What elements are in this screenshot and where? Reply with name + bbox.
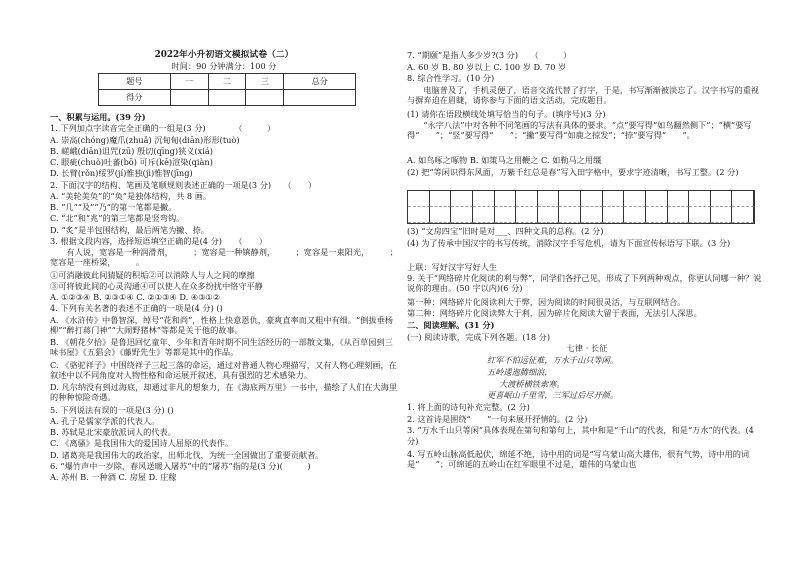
exam-time: 时间：90 分钟满分：100 分	[171, 61, 277, 71]
question-line: B. 《朝花夕拾》是鲁迅回忆童年、少年和青年时期不同生活经历的一部散文集，《从百草园到三味书屋》《五猖会》《藤野先生》等都是其中的作品。	[50, 337, 393, 358]
tianzige-cell[interactable]	[603, 191, 625, 207]
question-line: D. 诸葛亮是我国伟大的政治家，出师北伐，为统一全国做出了重要贡献者。	[50, 449, 324, 460]
question-line: A. ①②③④ B. ②③①④ C. ②①③④ D. ④③①②	[50, 292, 221, 302]
question-line: C. 《骆驼祥子》中围绕祥子三起三落的命运，通过对普通人物心理描写，又有人物心理刻画，在叙述中以不同角度对人物性格和命运展开叙述，具有强烈的艺术感染力。	[50, 359, 397, 380]
score-row-label: 得分	[99, 90, 171, 106]
question-line: 第一种：网络碎片化阅读利大于弊，因为阅读的时间很灵活，与互联网结合。	[407, 296, 686, 307]
question-line: 2. 下面汉字的结构、笔画及笔顺规则表述正确的一项是(3 分) （ ）	[50, 179, 317, 190]
question-line: D. “炙”是半包围结构，最后两笔为撇、捺。	[50, 224, 210, 235]
question-line: 电脑普及了，手机灵便了，语音交流代替了打字，于是，书写渐渐被淡忘了。汉字书写的重视与摒弃迫在眉睫，请你参与下面的语文活动，完成题目。	[407, 85, 760, 106]
question-line: 7. “期颐”是指人多少岁?(3 分) （ ）	[407, 50, 572, 60]
tianzige-cell[interactable]	[624, 207, 646, 223]
question-line: A. 《水浒传》中鲁智深，绰号“花和尚”，性格上快意恩仇，豪爽直率而又粗中有细。“倒拔垂杨柳”“醉打蒋门神”“大闹野猪林”等都是关于他的故事。	[50, 314, 393, 335]
tianzige-cell[interactable]	[732, 207, 754, 223]
question-line: 8. 综合性学习。(10 分)	[407, 73, 495, 84]
question-line: C. “北”和“兆”的第三笔都是竖弯钩。	[50, 213, 185, 224]
question-line: 2. 这首诗是围绕“ ”一句来展开抒情的。(2 分)	[407, 413, 588, 424]
tianzige-cell[interactable]	[732, 191, 754, 207]
tianzige-cell[interactable]	[516, 191, 538, 207]
question-line: 七律 · 长征	[566, 343, 608, 354]
poem-line: 红军不怕远征难，万水千山只等闲。	[487, 355, 619, 366]
tianzige-cell[interactable]	[430, 207, 452, 223]
score-input-cell[interactable]	[170, 90, 208, 106]
tianzige-cell[interactable]	[711, 207, 733, 223]
question-line: (2) 把“等闲识得东风面，万紫千红总是春”写入田字格中，要求字迹清晰，书写工整。(2 分)	[407, 167, 739, 177]
question-line: 3. “万水千山只等闲”具体表现在第句和第句上，其中和是“千山”的代表，和是“万水”的代表。(4 分)	[407, 425, 754, 446]
question-line: A. 60 岁 B. 80 岁以上 C. 100 岁 D. 70 岁	[407, 61, 567, 72]
question-line: (4) 为了传承中国汉字的书写传统，消除汉字手写危机，请为下面宣传标语写下联。(3 分)	[407, 238, 731, 249]
section-heading: 二、阅读理解。(31 分)	[407, 320, 495, 330]
question-line: ③可将彼此间的心灵沟通④可以使人在众多纷扰中恪守平静	[50, 280, 263, 291]
score-table-score-row	[99, 90, 356, 106]
score-input-cell[interactable]	[284, 90, 356, 106]
question-line: (3) “文房四宝”旧时是对___、四种文具的总称。(2 分)	[407, 226, 604, 237]
poem-line: 五岭逶迤腾细浪，	[487, 366, 553, 377]
score-header-cell: 一	[170, 74, 208, 90]
question-line: A. “美轮美奂”的“奂”是独体结构，共 8 画。	[50, 190, 212, 201]
tianzige-cell[interactable]	[430, 191, 452, 207]
question-line: 3. 根据文段内容，选择短语填空正确的是(4 分) （ ）	[50, 235, 268, 246]
score-input-cell[interactable]	[246, 90, 284, 106]
tianzige-cell[interactable]	[668, 207, 690, 223]
question-line: D. 凡尔纳没有到过海底，却通过非凡的想象力，在《海底两万里》一书中，描绘了人们在大海里的种种惊险奇遇。	[50, 382, 398, 403]
question-line: B. “几”“及”“乃”的第一笔都是撇。	[50, 202, 177, 212]
tianzige-cell[interactable]	[689, 191, 711, 207]
question-line: B. 苏轼是北宋豪放派词人的代表。	[50, 427, 176, 437]
question-line: A. 苏州 B. 一种酒 C. 房屋 D. 庄稼	[50, 472, 177, 482]
tianzige-cell[interactable]	[711, 191, 733, 207]
score-header-cell: 题号	[99, 74, 171, 90]
question-line: 上联：写好汉字写好人生	[407, 261, 498, 272]
question-line: 1. 将上面的诗句补充完整。(2 分)	[407, 401, 530, 412]
question-line: D. 长臂(rǒn)绥罗(jí)惟独(jì)惟智(jīng)	[50, 168, 193, 179]
question-line: 1. 下列加点字读音完全正确的一组是(3 分) （ ）	[50, 123, 276, 134]
tianzige-cell[interactable]	[646, 191, 668, 207]
question-line: 9. 关于“网络碎片化阅读的利与弊”，同学们各抒己见，形成了下列两种观点，你更认同哪一种？说说你的理由。(50 字以内)(6 分)	[407, 273, 762, 294]
left-column	[50, 0, 398, 562]
question-line: ①可消融彼此间猜疑的积垢②可以消除人与人之间的摩擦	[50, 269, 255, 280]
question-line: “永字八法”中对各种不同笔画的写法有具体的要求。“点”要写得“如鸟翻然侧下”；“横”要写得“ ”；“竖”要写得“ ”；“撇”要写得“如鹿之掠发”；“捺”要写得“ ”。	[407, 120, 752, 141]
tianzige-cell[interactable]	[451, 207, 473, 223]
tianzige-cell[interactable]	[473, 207, 495, 223]
tianzige-cell[interactable]	[516, 207, 538, 223]
question-line: B. 嵯峨(diān)诅咒(zū) 殷切(qīng)狭义(xiá)	[50, 145, 213, 156]
score-header-cell: 总分	[284, 74, 356, 90]
question-line: A. 如鸟啄之啄物 B. 如策马之用鞭之 C. 如勒马之用缰	[407, 155, 602, 166]
question-line: (1) 请你在语段横线处填写恰当的句子。(填序号)(3 分)	[407, 108, 606, 119]
tianzige-cell[interactable]	[538, 191, 560, 207]
score-input-cell[interactable]	[208, 90, 246, 106]
tianzige-writing-grid[interactable]	[407, 190, 755, 224]
tianzige-cell[interactable]	[408, 207, 430, 223]
right-column	[407, 0, 767, 562]
tianzige-cell[interactable]	[538, 207, 560, 223]
question-line: 6. “爆竹声中一岁除，春风送暖入屠苏”中的“屠苏”指的是(3 分)( )	[50, 460, 311, 471]
tianzige-cell[interactable]	[624, 191, 646, 207]
question-line: (一) 阅读诗歌，完成下列各题。(18 分)	[407, 331, 551, 342]
tianzige-cell[interactable]	[495, 191, 517, 207]
tianzige-cell[interactable]	[559, 207, 581, 223]
question-line: 5. 下列说法有误的一项是(3 分) ()	[50, 404, 174, 415]
poem-line: 大渡桥横铁索寒。	[499, 378, 565, 389]
score-table-header-row	[99, 74, 356, 90]
tianzige-cell[interactable]	[408, 191, 430, 207]
tianzige-cell[interactable]	[646, 207, 668, 223]
tianzige-cell[interactable]	[559, 191, 581, 207]
question-line: 有人说，宽容是一种润滑剂， ；宽容是一种镇静剂， ；宽容是一束阳光， ；宽容是一座桥梁， 。	[50, 247, 398, 268]
poem-line: 更喜岷山千里雪，三军过后尽开颜。	[487, 390, 619, 401]
score-table	[98, 73, 356, 106]
tianzige-cell[interactable]	[603, 207, 625, 223]
question-line: 4. 写五岭山脉高低起伏，绵延不绝，诗中用的词是“写乌蒙山高大雄伟，很有气势，诗中用的词是“ ”；可绵延的五岭山在红军眼里不过是，雄伟的乌蒙山也	[407, 448, 750, 469]
question-line: C. 《离骚》是我国伟大的爱国诗人屈原的代表作。	[50, 438, 234, 449]
tianzige-cell[interactable]	[451, 191, 473, 207]
section-heading: 一、积累与运用。(39 分)	[50, 112, 146, 122]
tianzige-cell[interactable]	[581, 207, 603, 223]
exam-title: 2022年小升初语文模拟试卷（二）	[154, 50, 294, 60]
score-header-cell: 二	[208, 74, 246, 90]
tianzige-cell[interactable]	[689, 207, 711, 223]
tianzige-cell[interactable]	[495, 207, 517, 223]
tianzige-cell[interactable]	[581, 191, 603, 207]
tianzige-cell[interactable]	[668, 191, 690, 207]
question-line: A. 崇高(chóng)魔爪(zhuǎ) 沉甸甸(diān)形形(tuò)	[50, 134, 240, 145]
tianzige-cell[interactable]	[473, 191, 495, 207]
question-line: 第二种：网络碎片化阅读弊大于利，因为碎片化阅读大留于表面，无法引人深思。	[407, 308, 702, 319]
question-line: C. 眼疵(chuò)吐蕃(bō) 可斥(kē)渲染(qiàn)	[50, 157, 213, 167]
score-header-cell: 三	[246, 74, 284, 90]
question-line: A. 孔子是儒家学派的代表人。	[50, 415, 160, 426]
question-line: 4. 下列有关名著的表述不正确的一项是(4 分) ()	[50, 303, 223, 314]
